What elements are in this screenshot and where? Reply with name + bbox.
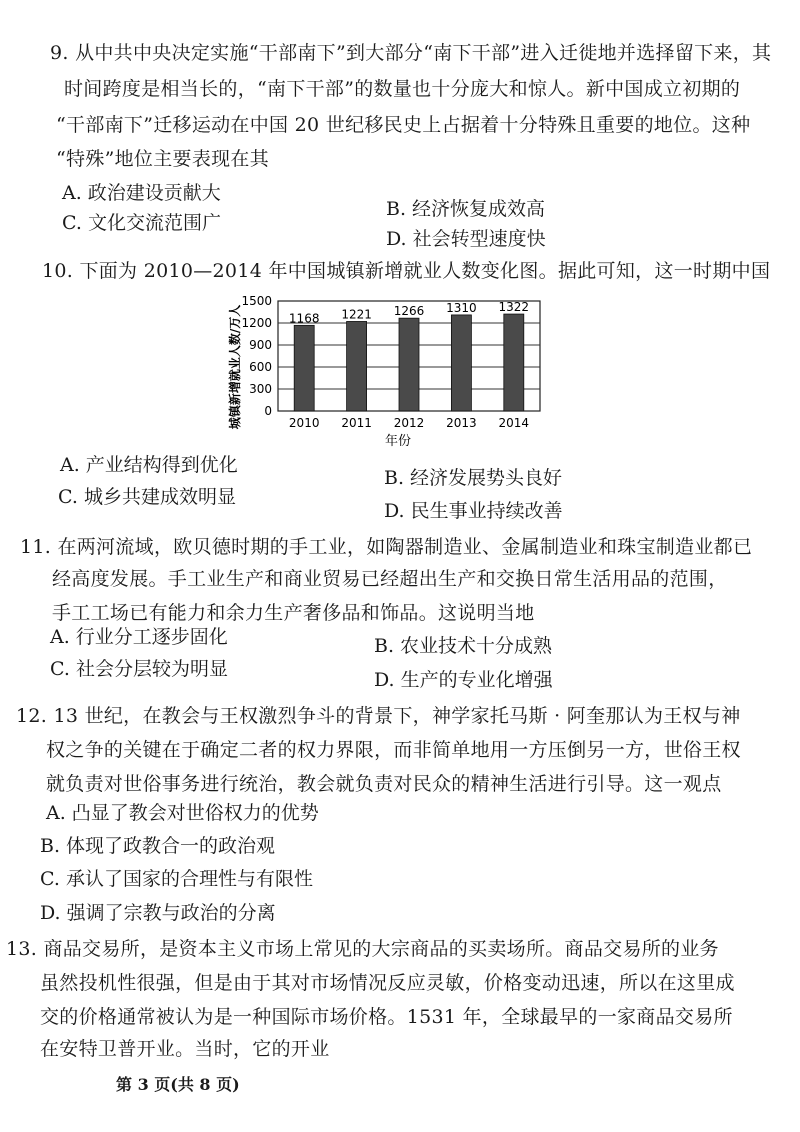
- chart-y-tick-label: 600: [249, 360, 272, 374]
- chart-x-tick-label: 2012: [393, 416, 425, 430]
- q12-line-3: 就负责对世俗事务进行统治，教会就负责对民众的精神生活进行引导。这一观点: [46, 773, 722, 795]
- q9-line-3: “干部南下”迁移运动在中国 20 世纪移民史上占据着十分特殊且重要的地位。这种: [56, 114, 751, 136]
- q9-option-c[interactable]: C. 文化交流范围广: [62, 212, 221, 234]
- chart-data-label: 1266: [393, 304, 425, 319]
- q9-option-a[interactable]: A. 政治建设贡献大: [62, 182, 221, 204]
- q10-line-1: 10. 下面为 2010—2014 年中国城镇新增就业人数变化图。据此可知，这一时期中国: [42, 260, 771, 282]
- chart-y-tick-label: 900: [249, 338, 272, 352]
- q12-option-b[interactable]: B. 体现了政教合一的政治观: [40, 835, 276, 857]
- chart-bar: [451, 315, 471, 411]
- q11-option-a[interactable]: A. 行业分工逐步固化: [50, 626, 228, 648]
- chart-data-label: 1168: [288, 311, 320, 326]
- q13-line-4: 在安特卫普开业。当时，它的开业: [40, 1038, 330, 1060]
- chart-y-axis-label: 城镇新增就业人数/万人: [228, 304, 242, 430]
- q9-option-b[interactable]: B. 经济恢复成效高: [386, 198, 546, 220]
- chart-y-tick-label: 1500: [241, 294, 272, 308]
- chart-data-label: 1322: [498, 300, 530, 315]
- q12-line-1: 12. 13 世纪，在教会与王权激烈争斗的背景下，神学家托马斯 · 阿奎那认为王权与神: [16, 705, 741, 727]
- q13-line-1: 13. 商品交易所，是资本主义市场上常见的大宗商品的买卖场所。商品交易所的业务: [6, 938, 719, 960]
- q10-option-c[interactable]: C. 城乡共建成效明显: [58, 486, 236, 508]
- q10-option-a[interactable]: A. 产业结构得到优化: [60, 454, 238, 476]
- chart-data-label: 1221: [341, 307, 372, 322]
- q12-option-d[interactable]: D. 强调了宗教与政治的分离: [40, 902, 276, 924]
- q12-option-a[interactable]: A. 凸显了教会对世俗权力的优势: [46, 802, 319, 824]
- chart-bar: [504, 314, 524, 411]
- q10-option-b[interactable]: B. 经济发展势头良好: [384, 467, 563, 489]
- chart-x-tick-label: 2013: [446, 416, 477, 430]
- q11-option-c[interactable]: C. 社会分层较为明显: [50, 658, 228, 680]
- chart-y-ticks: [241, 294, 272, 418]
- chart-y-tick-label: 300: [249, 382, 272, 396]
- chart-x-tick-label: 2014: [498, 416, 530, 430]
- q11-option-d[interactable]: D. 生产的专业化增强: [374, 669, 553, 691]
- chart-x-tick-label: 2011: [341, 416, 372, 430]
- q13-line-2: 虽然投机性很强，但是由于其对市场情况反应灵敏，价格变动迅速，所以在这里成: [40, 972, 735, 994]
- q13-line-3: 交的价格通常被认为是一种国际市场价格。1531 年，全球最早的一家商品交易所: [40, 1006, 733, 1028]
- chart-y-tick-label: 1200: [241, 316, 272, 330]
- q9-line-1: 9. 从中共中央决定实施“干部南下”到大部分“南下干部”进入迁徙地并选择留下来，其: [50, 42, 772, 64]
- employment-bar-chart: [220, 285, 560, 450]
- q11-line-2: 经高度发展。手工业生产和商业贸易已经超出生产和交换日常生活用品的范围，: [52, 568, 728, 590]
- chart-x-ticks: [289, 416, 529, 430]
- chart-y-tick-label: 0: [264, 404, 272, 418]
- chart-x-tick-label: 2010: [288, 416, 320, 430]
- q11-line-1: 11. 在两河流域，欧贝德时期的手工业，如陶器制造业、金属制造业和珠宝制造业都已: [20, 536, 753, 558]
- q9-line-2: 时间跨度是相当长的，“南下干部”的数量也十分庞大和惊人。新中国成立初期的: [64, 78, 741, 100]
- q11-line-3: 手工工场已有能力和余力生产奢侈品和饰品。这说明当地: [52, 602, 535, 624]
- chart-bar: [294, 325, 314, 411]
- chart-bar: [347, 321, 367, 411]
- page-footer: 第 3 页(共 8 页): [116, 1075, 240, 1094]
- q12-line-2: 权之争的关键在于确定二者的权力界限，而非简单地用一方压倒另一方，世俗王权: [46, 739, 741, 761]
- chart-data-label: 1310: [446, 300, 477, 315]
- chart-x-axis-label: 年份: [384, 434, 412, 449]
- q9-line-4: “特殊”地位主要表现在其: [56, 148, 270, 170]
- chart-bar: [399, 318, 419, 411]
- chart-bars: [294, 314, 524, 411]
- q12-option-c[interactable]: C. 承认了国家的合理性与有限性: [40, 868, 313, 890]
- q9-option-d[interactable]: D. 社会转型速度快: [386, 228, 546, 250]
- q11-option-b[interactable]: B. 农业技术十分成熟: [374, 635, 553, 657]
- q10-option-d[interactable]: D. 民生事业持续改善: [384, 500, 563, 522]
